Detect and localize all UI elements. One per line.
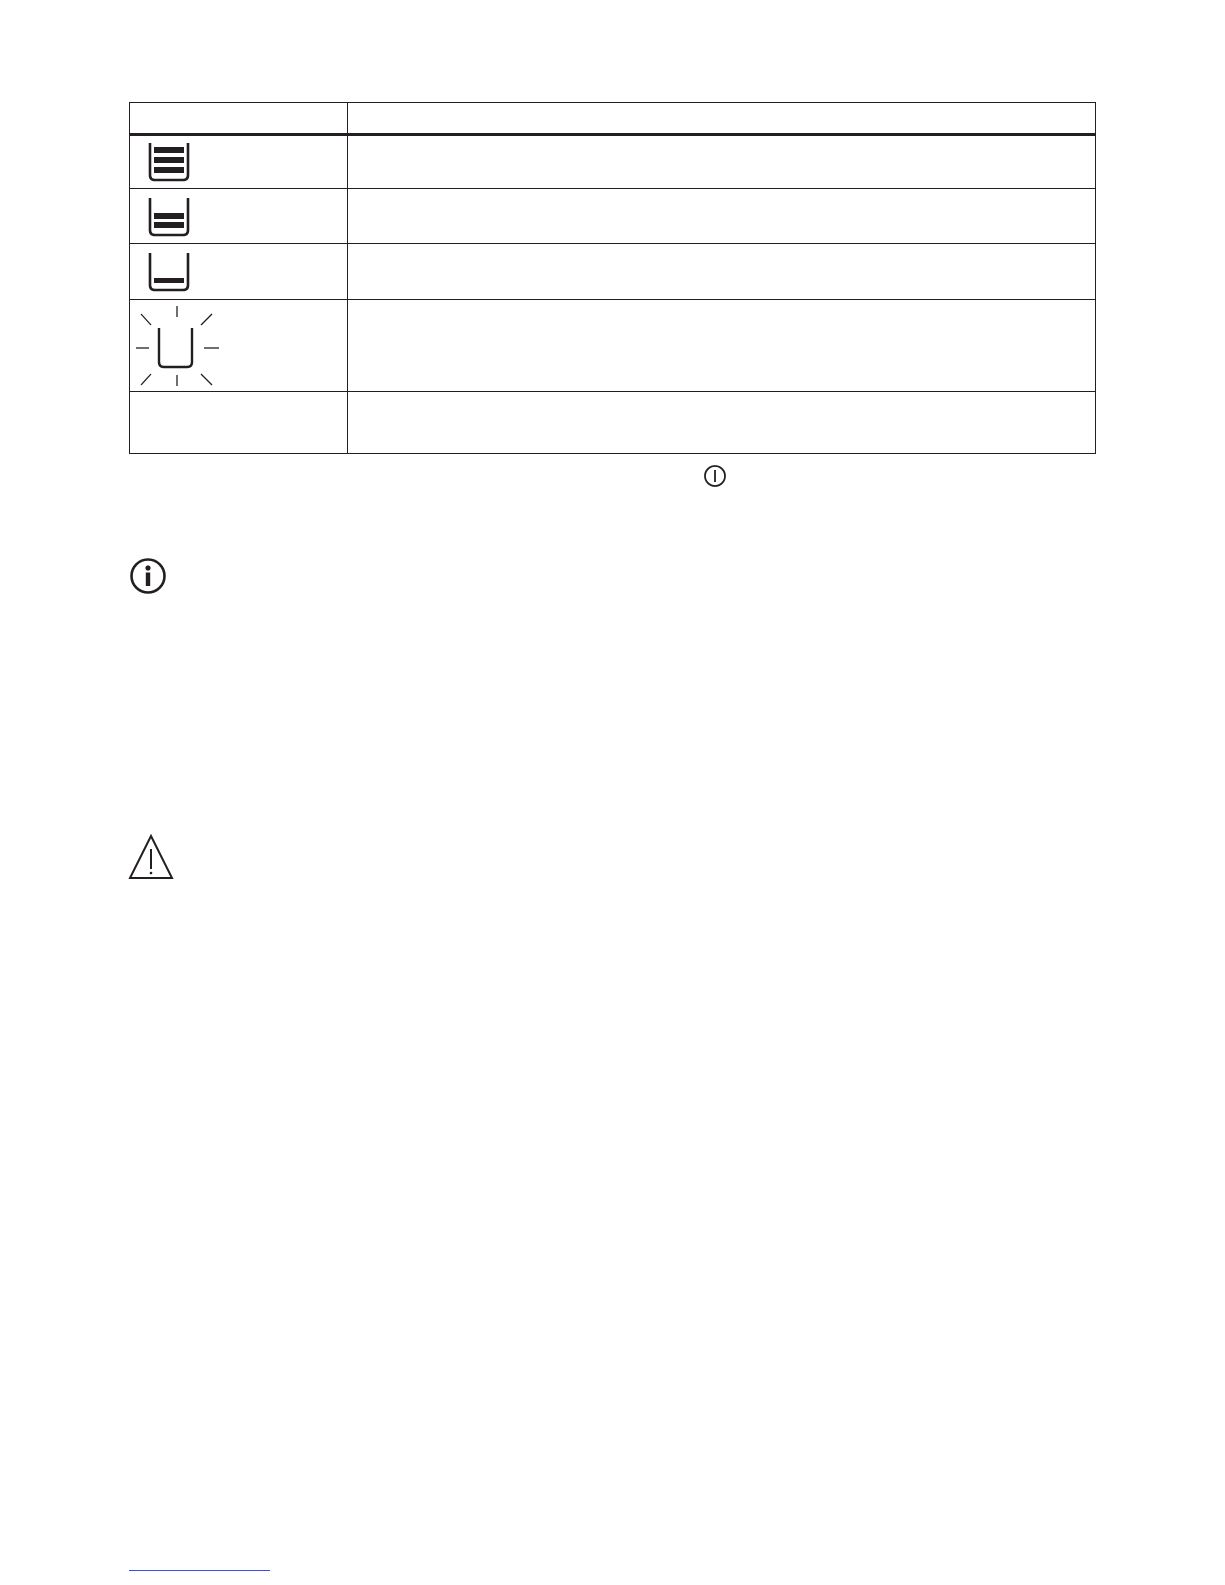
table-row [129, 135, 347, 188]
warning-triangle-icon [127, 833, 175, 881]
info-icon [128, 558, 168, 594]
warning-notice [127, 833, 175, 886]
tank-low-one-bar-icon [147, 251, 191, 293]
tank-empty-flashing-icon [135, 304, 221, 388]
indicator-table [129, 102, 1096, 454]
table-row [129, 393, 347, 453]
power-button-icon [703, 464, 727, 488]
tank-half-two-bars-icon [147, 196, 191, 238]
table-row [129, 245, 347, 299]
column-divider [347, 102, 348, 454]
table-row [129, 190, 347, 243]
tank-full-three-bars-icon [147, 141, 191, 183]
info-notice [128, 558, 168, 599]
table-header-row [129, 102, 347, 133]
table-row [129, 301, 347, 391]
footer-link-underline[interactable] [129, 1570, 270, 1571]
